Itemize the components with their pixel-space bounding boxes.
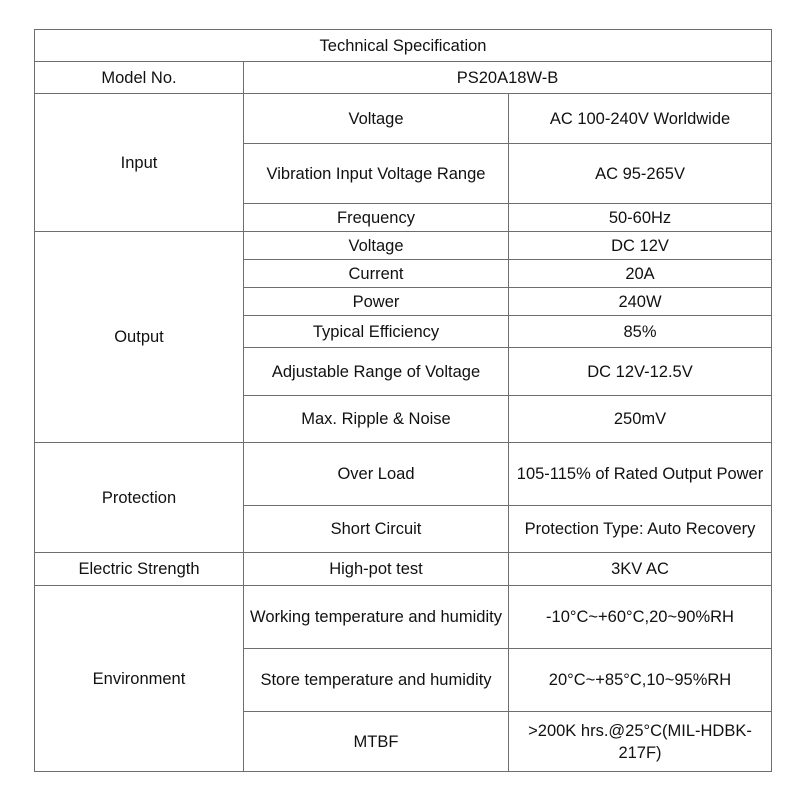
table-row bbox=[35, 232, 772, 260]
spec-value: 50-60Hz bbox=[509, 204, 772, 232]
spec-name: Store temperature and humidity bbox=[244, 649, 509, 712]
section-label-environment: Environment bbox=[35, 586, 244, 772]
spec-name: Voltage bbox=[244, 232, 509, 260]
spec-name: Current bbox=[244, 260, 509, 288]
spec-name: Typical Efficiency bbox=[244, 316, 509, 348]
spec-value: AC 95-265V bbox=[509, 144, 772, 204]
table-row bbox=[35, 443, 772, 506]
spec-value: 3KV AC bbox=[509, 553, 772, 586]
spec-name: MTBF bbox=[244, 712, 509, 772]
spec-value: 250mV bbox=[509, 396, 772, 443]
spec-value: >200K hrs.@25°C(MIL-HDBK-217F) bbox=[509, 712, 772, 772]
spec-name: Working temperature and humidity bbox=[244, 586, 509, 649]
spec-value: DC 12V-12.5V bbox=[509, 348, 772, 396]
section-label-electric-strength: Electric Strength bbox=[35, 553, 244, 586]
spec-name: Frequency bbox=[244, 204, 509, 232]
spec-name: Adjustable Range of Voltage bbox=[244, 348, 509, 396]
section-label-output: Output bbox=[35, 232, 244, 443]
section-label-protection: Protection bbox=[35, 443, 244, 553]
spec-value: Protection Type: Auto Recovery bbox=[509, 506, 772, 553]
model-row bbox=[35, 62, 772, 94]
spec-value: 20A bbox=[509, 260, 772, 288]
spec-name: Over Load bbox=[244, 443, 509, 506]
spec-name: Short Circuit bbox=[244, 506, 509, 553]
spec-value: DC 12V bbox=[509, 232, 772, 260]
spec-name: Max. Ripple & Noise bbox=[244, 396, 509, 443]
spec-value: 85% bbox=[509, 316, 772, 348]
spec-value: 20°C~+85°C,10~95%RH bbox=[509, 649, 772, 712]
spec-value: -10°C~+60°C,20~90%RH bbox=[509, 586, 772, 649]
spec-name: High-pot test bbox=[244, 553, 509, 586]
spec-value: AC 100-240V Worldwide bbox=[509, 94, 772, 144]
section-label-input: Input bbox=[35, 94, 244, 232]
spec-table bbox=[34, 29, 772, 772]
table-row bbox=[35, 553, 772, 586]
table-row bbox=[35, 94, 772, 144]
table-row bbox=[35, 586, 772, 649]
title-row bbox=[35, 30, 772, 62]
table-title: Technical Specification bbox=[35, 30, 772, 62]
model-label: Model No. bbox=[35, 62, 244, 94]
spec-value: 240W bbox=[509, 288, 772, 316]
spec-name: Vibration Input Voltage Range bbox=[244, 144, 509, 204]
spec-value: 105-115% of Rated Output Power bbox=[509, 443, 772, 506]
spec-name: Power bbox=[244, 288, 509, 316]
spec-name: Voltage bbox=[244, 94, 509, 144]
model-value: PS20A18W-B bbox=[244, 62, 772, 94]
